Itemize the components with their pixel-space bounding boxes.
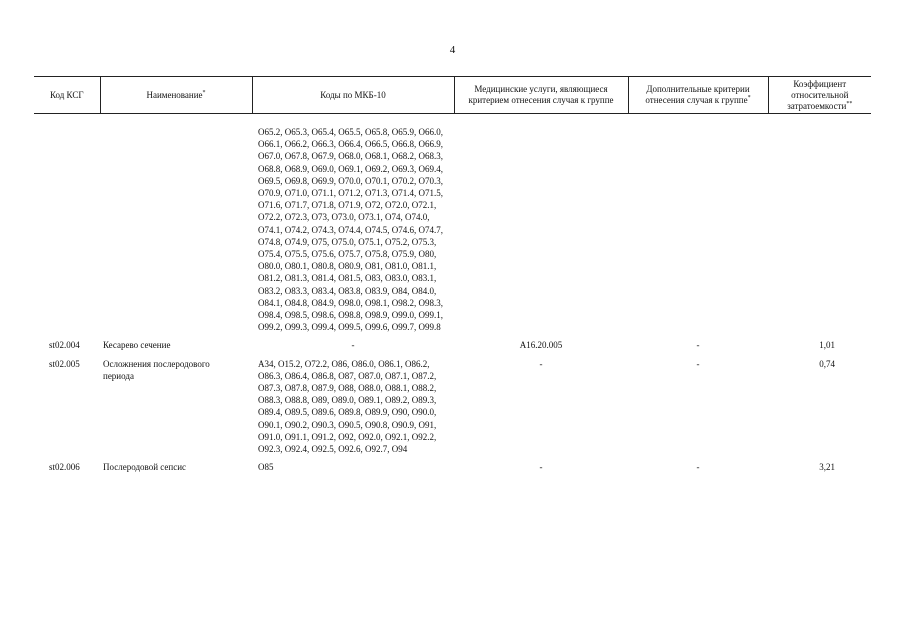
table-row: [34, 333, 871, 351]
row-code: st02.005: [49, 358, 80, 369]
table-row: [34, 352, 871, 456]
row-name: Послеродовой сепсис: [103, 462, 186, 473]
row-icd-codes: -: [351, 340, 355, 351]
row-coef: 3,21: [819, 462, 835, 473]
header-name: Наименование*: [100, 77, 252, 114]
table-row: [34, 455, 871, 473]
header-extra: Дополнительные критерии отнесения случая к группе*: [628, 77, 768, 114]
row-services: -: [539, 462, 543, 473]
row-name: Осложнения послеродового периода: [103, 358, 210, 381]
row-extra: -: [696, 340, 700, 351]
row-name: Кесарево сечение: [103, 340, 171, 351]
row-name: [100, 114, 252, 334]
table-row: [34, 114, 871, 334]
row-code: [34, 114, 100, 334]
row-coef: 1,01: [819, 340, 835, 351]
row-coef: [768, 114, 871, 334]
header-coef: Коэффициент относительной затратоемкости**: [768, 77, 871, 114]
header-code: Код КСГ: [34, 77, 100, 114]
row-extra: [628, 114, 768, 334]
table-header-row: [34, 77, 871, 114]
row-services: A16.20.005: [519, 340, 563, 351]
header-services: Медицинские услуги, являющиеся критерием отнесения случая к группе: [454, 77, 628, 114]
row-icd-codes: A34, O15.2, O72.2, O86, O86.0, O86.1, O86.2, O86.3, O86.4, O86.8, O87, O87.0, O87.1, O87.2, O87.3, O87.8, O87.9, O88, O88.0, O88.1, O88.2, O88.3, O88.8, O89, O89.0, O89.1, O89.2, O89.3, O89.4, O89.5, O89.6, O89.8, O89.9, O90, O90.0, O90.1, O90.2, O90.3, O90.5, O90.8, O90.9, O91, O91.0, O91.1, O91.2, O92, O92.0, O92.1, O92.2, O92.3, O92.4, O92.5, O92.6, O92.7, O94: [258, 358, 437, 455]
row-extra: -: [696, 462, 700, 473]
row-services: [454, 114, 628, 334]
page-number: 4: [449, 44, 456, 56]
header-icd: Коды по МКБ-10: [252, 77, 454, 114]
row-extra: -: [696, 358, 700, 369]
ksg-table: [34, 76, 871, 473]
row-services: -: [539, 358, 543, 369]
row-icd-codes: O85: [258, 462, 274, 473]
row-coef: 0,74: [819, 358, 835, 369]
row-icd-codes: O65.2, O65.3, O65.4, O65.5, O65.8, O65.9, O66.0, O66.1, O66.2, O66.3, O66.4, O66.5, O66.8, O66.9, O67.0, O67.8, O67.9, O68.0, O68.1, O68.2, O68.3, O68.8, O68.9, O69.0, O69.1, O69.2, O69.3, O69.4, O69.5, O69.8, O69.9, O70.0, O70.1, O70.2, O70.3, O70.9, O71.0, O71.1, O71.2, O71.3, O71.4, O71.5, O71.6, O71.7, O71.8, O71.9, O72, O72.0, O72.1, O72.2, O72.3, O73, O73.0, O73.1, O74, O74.0, O74.1, O74.2, O74.3, O74.4, O74.5, O74.6, O74.7, O74.8, O74.9, O75, O75.0, O75.1, O75.2, O75.3, O75.4, O75.5, O75.6, O75.7, O75.8, O75.9, O80, O80.0, O80.1, O80.8, O80.9, O81, O81.0, O81.1, O81.2, O81.3, O81.4, O81.5, O83, O83.0, O83.1, O83.2, O83.3, O83.4, O83.8, O83.9, O84, O84.0, O84.1, O84.8, O84.9, O98.0, O98.1, O98.2, O98.3, O98.4, O98.5, O98.6, O98.8, O98.9, O99.0, O99.1, O99.2, O99.3, O99.4, O99.5, O99.6, O99.7, O99.8: [258, 127, 443, 333]
row-code: st02.006: [49, 462, 80, 473]
row-code: st02.004: [49, 340, 80, 351]
